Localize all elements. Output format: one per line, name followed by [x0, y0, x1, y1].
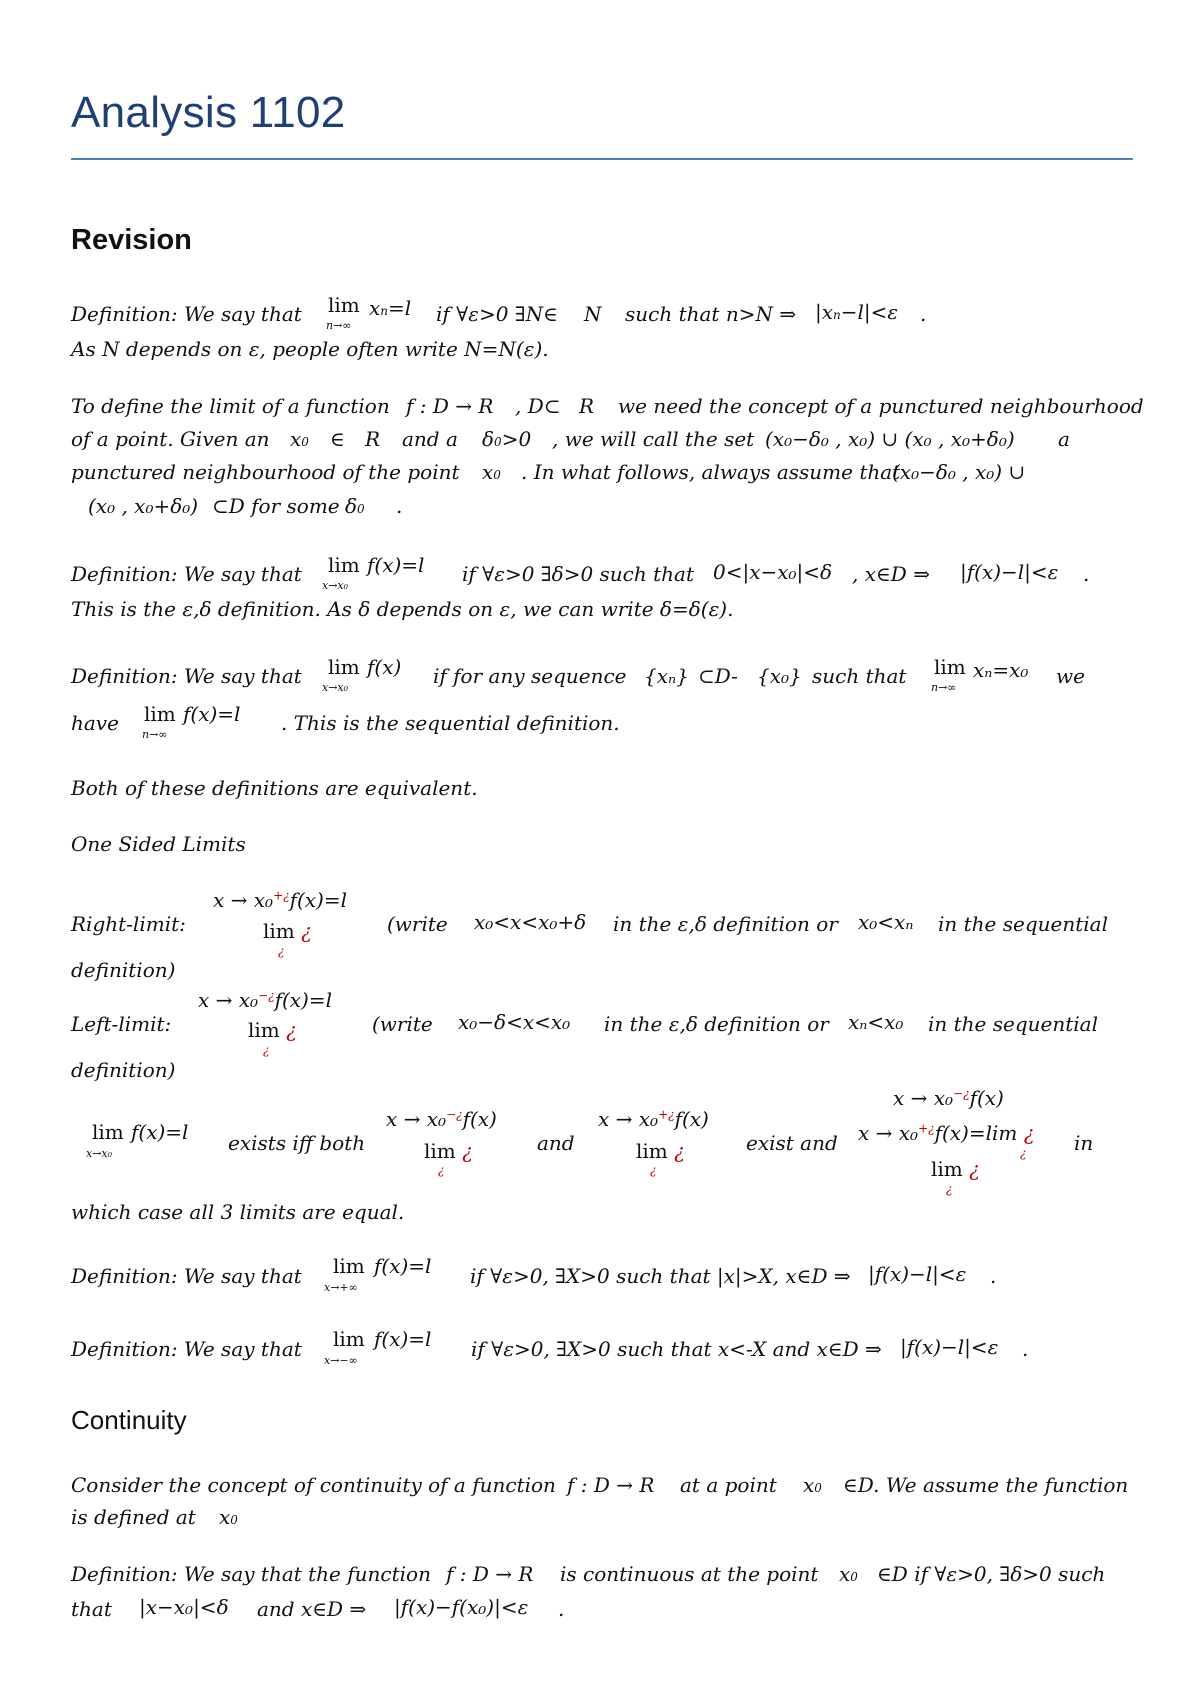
punct-l2x0: x0 — [290, 427, 309, 451]
left-label: Left-limit: — [71, 1012, 172, 1036]
punct-l2e: a — [1058, 427, 1070, 451]
def1-text: Definition: We say that — [71, 302, 302, 326]
iff-m3-mid: x → x₀+¿f(x)=lim ¿ — [858, 1121, 1035, 1145]
punct-l1a: To define the limit of a function — [71, 394, 390, 418]
def3-cond: if for any sequence — [433, 664, 627, 688]
punct-l2d: δ0>0 — [482, 427, 532, 451]
equiv-text: Both of these definitions are equivalent. — [71, 776, 478, 800]
punct-l4d: δ0 — [345, 494, 365, 518]
def3-cond2: such that — [812, 664, 907, 688]
right-write: (write — [387, 912, 448, 936]
iff-lim-sub: x→x₀ — [86, 1147, 113, 1160]
def3-lim-sub: x→x₀ — [322, 681, 349, 694]
def5-end: . — [1022, 1337, 1029, 1361]
iff-m3-top: x → x₀−¿f(x) — [893, 1086, 1004, 1110]
cdef-abs: |f(x)−f(x₀)|<ε — [394, 1595, 529, 1619]
def1-line2: As N depends on ε, people often write N=N(ε). — [71, 337, 549, 361]
def3-have: have — [71, 711, 119, 735]
def4-text: Definition: We say that — [71, 1264, 302, 1288]
def1-lim: lim — [328, 293, 360, 317]
title-underline — [71, 158, 1133, 160]
punct-l1R: R — [579, 394, 595, 418]
def1-N: N — [584, 302, 602, 326]
def2-line2: This is the ε,δ definition. As δ depends on ε, we can write δ=δ(ε). — [71, 597, 734, 621]
iff-line2: which case all 3 limits are equal. — [71, 1200, 405, 1224]
def2-expr: f(x)=l — [367, 553, 425, 577]
def3-set: {x₀} — [757, 664, 802, 688]
punct-l1b: , D⊂ — [515, 394, 561, 418]
def1-cond2: such that n>N ⇒ — [625, 302, 797, 326]
def2-ineq: 0<|x−x₀|<δ — [713, 560, 833, 584]
right-label: Right-limit: — [71, 912, 186, 936]
left-lim-sub: ¿ — [263, 1043, 270, 1057]
def4-cond: if ∀ε>0, ∃X>0 such that |x|>X, x∈D ⇒ — [470, 1264, 851, 1288]
iff-m1-sub: ¿ — [438, 1163, 445, 1177]
def4-expr: f(x)=l — [374, 1254, 432, 1278]
def3-subset: ⊂D- — [698, 664, 738, 688]
right-ineq2: x₀<xₙ — [858, 910, 914, 934]
cdef-text: Definition: We say that the function — [71, 1562, 431, 1586]
cdef-c: ∈D if ∀ε>0, ∃δ>0 such — [877, 1562, 1106, 1586]
iff-m2-lim: lim ¿ — [636, 1139, 685, 1163]
cdef-ineq: |x−x₀|<δ — [139, 1595, 229, 1619]
left-lim: lim ¿ — [248, 1018, 297, 1042]
def2-abs: |f(x)−l|<ε — [960, 560, 1059, 584]
cdef-end: . — [558, 1597, 565, 1621]
left-text: in the ε,δ definition or — [604, 1012, 829, 1036]
def3-seq: {xₙ} — [644, 664, 689, 688]
iff-m1-top: x → x₀−¿f(x) — [386, 1107, 497, 1131]
def1-xn: xn=l — [369, 296, 412, 320]
iff-m2-sub: ¿ — [650, 1163, 657, 1177]
cont-l1f: f : D → R — [567, 1473, 655, 1497]
def4-end: . — [990, 1264, 997, 1288]
punct-l1c: we need the concept of a punctured neighbourhood — [618, 394, 1144, 418]
section-heading-continuity: Continuity — [71, 1405, 187, 1435]
punct-l1f: f : D → R — [406, 394, 494, 418]
def1-abs: |xn−l|<ε — [815, 300, 899, 324]
def2-lim-sub: x→x₀ — [322, 579, 349, 592]
def3-lim: lim — [328, 655, 360, 679]
left-top: x → x₀−¿f(x)=l — [198, 988, 333, 1012]
punct-l3a: punctured neighbourhood of the point — [71, 460, 460, 484]
def3-l2-expr: f(x)=l — [183, 702, 241, 726]
def2-end: . — [1083, 562, 1090, 586]
section-heading-revision: Revision — [71, 224, 192, 256]
def3-expr: f(x) — [367, 655, 402, 679]
def4-abs: |f(x)−l|<ε — [868, 1262, 967, 1286]
punct-l2R: R — [365, 427, 381, 451]
def5-abs: |f(x)−l|<ε — [900, 1335, 999, 1359]
def3-text: Definition: We say that — [71, 664, 302, 688]
def3-we: we — [1056, 664, 1085, 688]
def5-text: Definition: We say that — [71, 1337, 302, 1361]
right-ineq: x₀<x<x₀+δ — [474, 910, 587, 934]
left-ineq: x₀−δ<x<x₀ — [458, 1010, 571, 1034]
page-title: Analysis 1102 — [71, 88, 346, 137]
def3-l2-text: . This is the sequential definition. — [281, 711, 620, 735]
punct-l2a: of a point. Given an — [71, 427, 270, 451]
right-text: in the ε,δ definition or — [613, 912, 838, 936]
cdef-x: x0 — [839, 1562, 858, 1586]
right-def: definition) — [71, 958, 176, 982]
def3-lim2-sub: n→∞ — [931, 681, 957, 694]
left-write: (write — [372, 1012, 433, 1036]
cont-l1x: x0 — [803, 1473, 822, 1497]
iff-exist: exist and — [746, 1131, 838, 1155]
cdef-and: and x∈D ⇒ — [257, 1597, 367, 1621]
right-lim: lim ¿ — [263, 919, 312, 943]
cont-l1b: at a point — [680, 1473, 777, 1497]
def5-lim-sub: x→−∞ — [324, 1354, 358, 1367]
def2-lim: lim — [328, 553, 360, 577]
one-sided-heading: One Sided Limits — [71, 832, 246, 856]
punct-l2in: ∈ — [330, 427, 345, 451]
punct-l2c: , we will call the set — [552, 427, 755, 451]
right-text2: in the sequential — [938, 912, 1108, 936]
def1-lim-sub: n→∞ — [326, 319, 352, 332]
cdef-f: f : D → R — [446, 1562, 534, 1586]
right-top: x → x₀+¿f(x)=l — [213, 888, 348, 912]
iff-and: and — [537, 1131, 575, 1155]
def5-lim: lim — [333, 1327, 365, 1351]
punct-l4end: . — [396, 494, 403, 518]
cont-l2x: x0 — [219, 1505, 238, 1529]
def3-l2-lim: lim — [144, 702, 176, 726]
cdef-that: that — [71, 1597, 112, 1621]
punct-l3set: (x₀−δ₀ , x₀) ∪ — [892, 460, 1026, 484]
def2-cond: if ∀ε>0 ∃δ>0 such that — [462, 562, 694, 586]
iff-m3-sub: ¿ — [946, 1182, 953, 1196]
iff-m1-lim: lim ¿ — [424, 1139, 473, 1163]
iff-in: in — [1074, 1131, 1094, 1155]
def3-l2-lim-sub: n→∞ — [142, 728, 168, 741]
right-lim-sub: ¿ — [278, 944, 285, 958]
def2-cond2: , x∈D ⇒ — [852, 562, 930, 586]
def1-cond: if ∀ε>0 ∃N∈ — [436, 302, 558, 326]
def5-cond: if ∀ε>0, ∃X>0 such that x<-X and x∈D ⇒ — [471, 1337, 882, 1361]
left-text2: in the sequential — [928, 1012, 1098, 1036]
cont-l2a: is defined at — [71, 1505, 196, 1529]
left-def: definition) — [71, 1058, 176, 1082]
iff-m2-top: x → x₀+¿f(x) — [598, 1107, 709, 1131]
def5-expr: f(x)=l — [374, 1327, 432, 1351]
punct-l2set: (x₀−δ₀ , x₀) ∪ (x₀ , x₀+δ₀) — [765, 427, 1015, 451]
cont-l1c: ∈D. We assume the function — [843, 1473, 1129, 1497]
iff-m3-mid-sub: ¿ — [1020, 1146, 1027, 1160]
punct-l3x: x0 — [482, 460, 501, 484]
left-ineq2: xₙ<x₀ — [848, 1010, 904, 1034]
cdef-b: is continuous at the point — [560, 1562, 819, 1586]
punct-l4a: ⊂D for some — [212, 494, 340, 518]
def2-text: Definition: We say that — [71, 562, 302, 586]
def3-expr2: xₙ=x₀ — [973, 658, 1029, 682]
iff-m3-lim: lim ¿ — [931, 1157, 980, 1181]
punct-l3b: . In what follows, always assume that — [521, 460, 901, 484]
punct-l4set: (x₀ , x₀+δ₀) — [88, 494, 199, 518]
iff-lim: lim — [92, 1120, 124, 1144]
iff-expr: f(x)=l — [131, 1120, 189, 1144]
punct-l2b: and a — [402, 427, 458, 451]
def4-lim: lim — [333, 1254, 365, 1278]
def4-lim-sub: x→+∞ — [324, 1281, 358, 1294]
cont-l1a: Consider the concept of continuity of a function — [71, 1473, 556, 1497]
iff-text: exists iff both — [228, 1131, 366, 1155]
def1-end: . — [920, 302, 927, 326]
def3-lim2: lim — [934, 655, 966, 679]
